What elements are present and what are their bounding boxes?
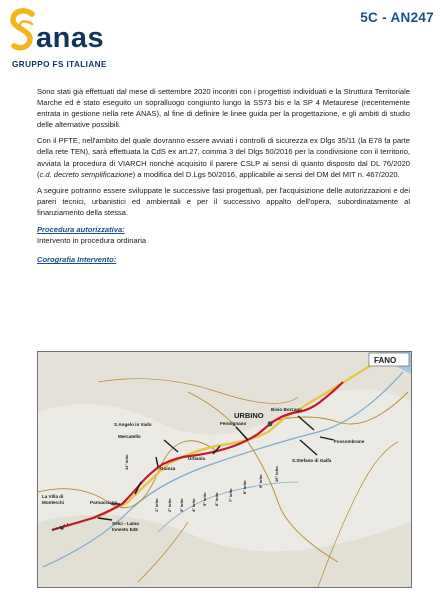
- label-guinza: Guinza: [160, 466, 176, 471]
- map-svg: [38, 352, 411, 587]
- paragraph-2: [37, 135, 410, 179]
- label-mercatello: Mercatello: [118, 434, 141, 439]
- lot-label: 4° lotto: [191, 498, 196, 512]
- lot-label: 10° lotto: [274, 466, 279, 482]
- town-dot: [268, 422, 273, 427]
- town-dot: [60, 526, 63, 529]
- lot-label: 2° lotto: [167, 498, 172, 512]
- label-parnacciano: Parnacciano: [90, 500, 118, 505]
- lot-label: 3° lotto: [179, 498, 184, 512]
- document-code: 5C - AN247: [360, 10, 434, 25]
- procedura-text: Intervento in procedura ordinaria: [37, 236, 147, 246]
- lot-label: 1° lotto: [154, 498, 159, 512]
- lot-label: 6° lotto: [214, 492, 219, 506]
- corografia-title: Corografia Intervento:: [37, 255, 117, 265]
- lot-label: 5° lotto: [202, 492, 207, 506]
- lot-label: 7° lotto: [228, 488, 233, 502]
- paragraph-1: Sono stati già effettuati dal mese di settembre 2020 incontri con i progettisti individuati e la Struttura Territoriale Marche ed è stato eseguito un sopralluogo congiunto lungo la SS73 bis e la SP 4 Metaurese (recentemente entrata in gestione nella rete ANAS), al fine di definire le linee guida per la progettazione, e gli ambiti di studio delle alternative possibili.: [37, 87, 410, 130]
- paragraph-2-start: Con il PFTE, nell'ambito del quale dovranno essere avviati i controlli di sicurezza ex Dlgs 35/11 (la E78 fa parte della rete TEN), sarà effettuata la CdS ex art.27, comma 3 del Dlgs 50/2016 per la condivisione con il territorio, avviata la procedura di VIARCH nonché acquisito il parere CSLP ai sensi di quanto disposto dal DL 76/2020 (: [37, 136, 410, 179]
- corografia-map: [37, 351, 412, 588]
- lot-label: 9° lotto: [258, 474, 263, 488]
- label-urbino: URBINO: [234, 411, 264, 420]
- paragraph-3: A seguire potranno essere sviluppate le successive fasi progettuali, per l'acquisizione delle autorizzazioni e dei pareri tecnici, urbanistici ed ambientali e per il successivo appalto dell'opera, subordinatamente al finanziamento della stessa.: [37, 185, 410, 217]
- lot-label: 8° lotto: [242, 480, 247, 494]
- paragraph-2-end: ) a modifica del D.Lgs 50/2016, applicabile ai sensi del DM del MIT n. 467/2020.: [132, 169, 400, 179]
- label-urbania: Urbania: [188, 456, 206, 461]
- label-s-stefano: S.Stefano di Gaifa: [292, 458, 332, 463]
- document-body: [37, 86, 410, 265]
- label-la-villa: La Villa di: [42, 494, 64, 499]
- anas-s-mark-icon: [10, 8, 36, 58]
- label-innesto: Innesto E45: [112, 527, 138, 532]
- label-bivio-borzaga: Bivio Borzaga: [271, 407, 302, 412]
- label-fano: FANO: [374, 356, 397, 365]
- lot-label: 11° lotto: [124, 454, 129, 470]
- label-fossombrone: Fossombrone: [334, 439, 365, 444]
- logo-wordmark: anas: [36, 22, 105, 54]
- label-selci: Selci - Lama: [112, 521, 139, 526]
- paragraph-2-emphasis: c.d. decreto semplificazione: [39, 169, 133, 179]
- label-fermignano: Fermignano: [220, 421, 247, 426]
- label-s-angelo: S.Angelo in Vado: [114, 422, 152, 427]
- procedura-title: Procedura autorizzativa:: [37, 225, 125, 235]
- logo-subtitle: GRUPPO FS ITALIANE: [12, 60, 107, 69]
- anas-logo: [10, 8, 140, 70]
- label-monterchi: Monterchi: [42, 500, 64, 505]
